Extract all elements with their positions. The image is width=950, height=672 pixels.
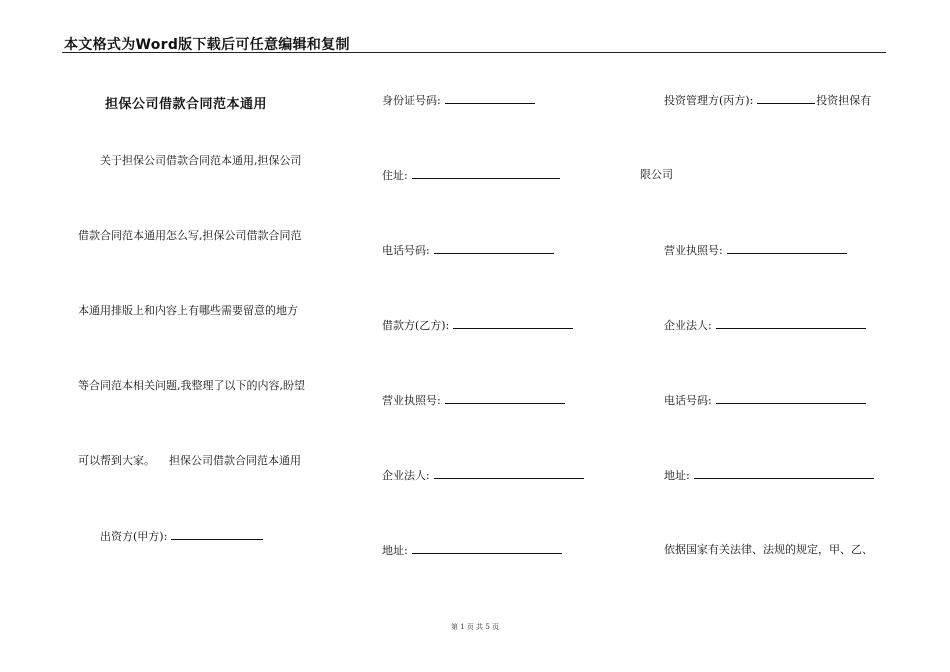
manager-license-field [664,243,847,258]
field-label: 地址: [382,544,408,557]
field-label: 身份证号码: [382,94,441,107]
address-field-2 [382,543,562,558]
investor-blank [171,529,263,540]
field-label: 企业法人: [382,469,430,482]
paragraph-line-2: 借款合同范本通用怎么写,担保公司借款合同范 [78,229,302,242]
paragraph-line-3: 本通用排版上和内容上有哪些需要留意的地方 [78,304,298,317]
field-blank [434,468,584,479]
paragraph-line-5: 可以帮到大家。 担保公司借款合同范本通用 [78,454,301,467]
manager-legal-rep-field [664,318,866,333]
manager-continuation: 限公司 [640,168,673,181]
borrower-field [382,318,573,333]
phone-field [382,243,554,258]
field-label: 营业执照号: [664,244,723,257]
field-label: 电话号码: [382,244,430,257]
document-title: 担保公司借款合同范本通用 [105,97,268,112]
investor-label: 出资方(甲方): [100,530,168,543]
manager-label: 投资管理方(丙方): [664,94,754,107]
field-blank [694,468,874,479]
license-field [382,393,565,408]
field-blank [445,393,565,404]
paragraph-line-4: 等合同范本相关问题,我整理了以下的内容,盼望 [78,379,305,392]
field-blank [716,318,866,329]
address-field [382,168,560,183]
field-label: 电话号码: [664,394,712,407]
field-label: 借款方(乙方): [382,319,450,332]
field-label: 地址: [664,469,690,482]
manager-suffix: 投资担保有 [816,94,872,107]
field-label: 企业法人: [664,319,712,332]
field-blank [445,93,535,104]
legal-rep-field [382,468,584,483]
paragraph-line-1: 关于担保公司借款合同范本通用,担保公司 [100,154,302,167]
field-blank [453,318,573,329]
field-blank [716,393,866,404]
manager-field [664,93,871,108]
field-label: 住址: [382,169,408,182]
manager-blank [757,93,815,104]
manager-phone-field [664,393,866,408]
manager-address-field [664,468,874,483]
field-blank [412,168,560,179]
closing-clause: 依据国家有关法律、法规的规定，甲、乙、 [664,543,873,556]
document-header-title: 本文格式为Word版下载后可任意编辑和复制 [64,37,350,53]
field-blank [434,243,554,254]
id-number-field [382,93,535,108]
field-blank [412,543,562,554]
page-number: 第 1 页 共 5 页 [450,623,500,631]
header-divider [62,52,886,53]
investor-field [100,529,263,544]
field-blank [727,243,847,254]
field-label: 营业执照号: [382,394,441,407]
